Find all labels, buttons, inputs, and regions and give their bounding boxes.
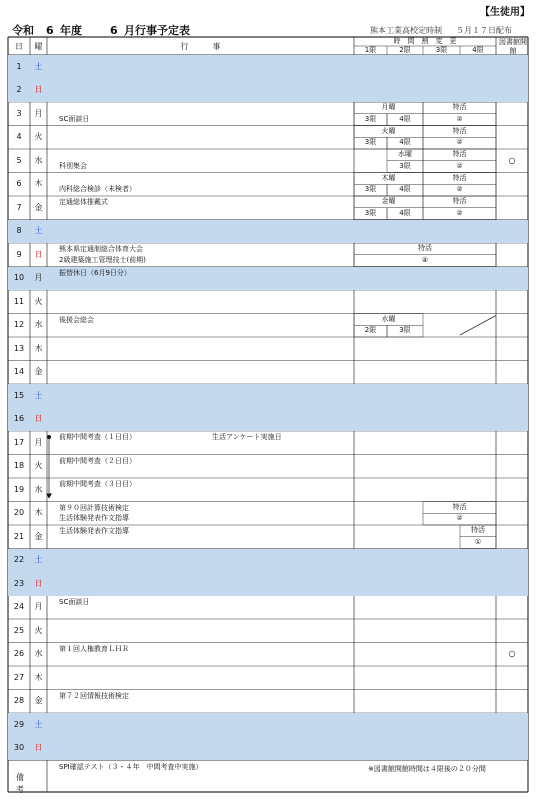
timetable-cell: ② [456, 114, 463, 123]
timetable-cell: ① [474, 537, 482, 546]
weekday-label: 日 [34, 249, 43, 259]
weekday-label: 水 [34, 484, 43, 494]
day-number: 15 [13, 390, 25, 400]
event-text: 後援会総会 [59, 315, 94, 324]
day-number: 11 [13, 296, 25, 306]
timetable-cell: ④ [421, 255, 429, 264]
timetable-cell: 特活 [452, 173, 467, 182]
day-number: 22 [13, 555, 25, 565]
weekday-label: 木 [34, 672, 43, 682]
event-text: 生活体験発表作文指導 [59, 527, 129, 535]
period-header: 3限 [435, 46, 448, 54]
timetable-cell: ② [456, 208, 463, 217]
event-text: 熊本県定通制総合体育大会 [59, 245, 143, 253]
timetable-change-header: 時 間 割 変 更 [393, 37, 457, 45]
weekend-row-shade [8, 79, 528, 103]
student-use-label: 【生徒用】 [480, 7, 530, 18]
event-text: 2級建築施工管理技士(前期) [59, 255, 146, 264]
timetable-cell: 月曜 [381, 103, 396, 111]
event-text: 生活アンケート実施日 [212, 433, 282, 441]
weekday-label: 月 [34, 273, 43, 283]
timetable-cell: 火曜 [381, 126, 396, 135]
weekday-label: 金 [34, 367, 43, 377]
year-number: 6 [46, 24, 54, 37]
weekday-label: 日 [34, 414, 43, 424]
weekend-row-shade [8, 220, 528, 244]
timetable-cell: 2限 [364, 326, 377, 335]
weekend-row-shade [8, 572, 528, 596]
weekday-label: 金 [34, 202, 43, 212]
library-header: 図書館開館 [499, 38, 527, 55]
timetable-cell: 4限 [399, 114, 411, 123]
weekday-label: 水 [34, 649, 43, 659]
day-number: 19 [13, 484, 25, 494]
day-number: 6 [16, 179, 22, 189]
grid-line [460, 316, 496, 336]
timetable-cell: ② [456, 514, 463, 523]
day-number: 20 [13, 508, 25, 518]
timetable-cell: 3限 [364, 138, 377, 147]
period-header: 4限 [472, 46, 484, 54]
weekday-label: 土 [34, 226, 43, 236]
remarks-label: 備考 [16, 773, 24, 794]
timetable-cell: 特活 [452, 502, 467, 511]
day-number: 24 [13, 602, 25, 612]
weekday-label: 土 [34, 61, 43, 71]
arrow-start-dot [47, 435, 51, 439]
day-number: 29 [13, 719, 25, 729]
day-number: 18 [13, 461, 25, 471]
weekday-label: 金 [34, 696, 43, 706]
remarks-text: SPI確認テスト（３・４年 中間考査中実施） [59, 763, 203, 771]
timetable-cell: 特活 [418, 244, 432, 252]
timetable-cell: ② [456, 138, 463, 147]
document-title: 月行事予定表 [124, 24, 190, 37]
event-text: 第１回人権教育ＬＨＲ [59, 644, 129, 653]
timetable-cell: 水曜 [398, 150, 412, 158]
event-text: 内科総合検診（未検者） [59, 185, 136, 194]
weekday-label: 木 [34, 508, 43, 518]
day-number: 1 [16, 61, 22, 71]
timetable-cell: 3限 [399, 326, 411, 335]
timetable-cell: 金曜 [381, 197, 396, 205]
year-suffix: 年度 [60, 24, 82, 37]
timetable-cell: 木曜 [381, 173, 396, 182]
day-number: 21 [13, 531, 25, 541]
timetable-cell: ② [456, 161, 463, 170]
day-number: 30 [13, 743, 25, 753]
day-number: 7 [16, 202, 22, 212]
day-number: 25 [13, 625, 25, 635]
weekday-label: 土 [34, 390, 43, 400]
event-text: 定通総体推戴式 [59, 198, 108, 206]
day-number: 5 [16, 155, 22, 165]
events-header: 行 事 [180, 42, 221, 51]
weekday-label: 火 [34, 296, 43, 306]
timetable-cell: 特活 [452, 150, 467, 158]
period-header: 1限 [364, 46, 377, 54]
library-open-mark: ○ [508, 155, 516, 165]
day-number: 10 [13, 273, 25, 283]
weekend-row-shade [8, 713, 528, 737]
timetable-cell: 3限 [364, 114, 377, 123]
era-label: 令和 [12, 24, 34, 37]
timetable-cell: 3限 [364, 185, 377, 194]
event-text: 第９０回計算技術検定 [59, 503, 129, 512]
day-number: 8 [16, 226, 22, 236]
day-number: 27 [13, 672, 25, 682]
timetable-cell: 4限 [399, 185, 411, 194]
timetable-cell: ② [456, 185, 463, 194]
event-text: 前期中間考査（３日目） [59, 480, 136, 488]
day-number: 23 [13, 578, 25, 588]
period-header: 2限 [399, 46, 411, 54]
weekday-label: 水 [34, 320, 43, 330]
timetable-cell: 特活 [452, 103, 467, 111]
weekday-label: 月 [34, 602, 43, 612]
timetable-cell: 4限 [399, 138, 411, 147]
weekday-label: 日 [34, 85, 43, 95]
event-text: 前期中間考査（２日目） [59, 456, 136, 465]
weekday-label: 日 [34, 743, 43, 753]
timetable-cell: 特活 [471, 526, 485, 534]
day-number: 14 [13, 367, 25, 377]
distribution-date: ５月１７日配布 [456, 26, 512, 35]
day-header: 日 [15, 42, 23, 51]
weekday-label: 金 [34, 531, 43, 541]
event-text: 科別集会 [59, 161, 87, 170]
day-number: 26 [13, 649, 25, 659]
day-number: 13 [13, 343, 25, 353]
weekend-row-shade [8, 384, 528, 408]
weekend-row-shade [8, 549, 528, 573]
day-number: 12 [13, 320, 25, 330]
event-text: SC面談日 [59, 114, 90, 123]
library-open-mark: ○ [508, 649, 516, 659]
timetable-cell: 3限 [364, 208, 377, 217]
weekday-label: 木 [34, 343, 43, 353]
timetable-cell: 3限 [399, 161, 411, 170]
day-number: 28 [13, 696, 25, 706]
day-number: 3 [16, 108, 22, 118]
event-text: 前期中間考査（１日目） [59, 433, 136, 441]
weekend-row-shade [8, 55, 528, 79]
weekday-label: 木 [34, 179, 43, 189]
weekday-label: 土 [34, 555, 43, 565]
day-number: 2 [16, 85, 22, 95]
weekday-label: 日 [34, 578, 43, 588]
day-number: 16 [13, 414, 25, 424]
month-number: 6 [110, 24, 118, 37]
weekday-label: 火 [34, 132, 43, 142]
timetable-cell: 特活 [452, 126, 467, 135]
weekend-row-shade [8, 737, 528, 761]
day-number: 4 [16, 132, 22, 142]
weekend-row-shade [8, 408, 528, 432]
weekday-label: 火 [34, 625, 43, 635]
event-text: 振替休日（6月9日分） [59, 268, 131, 277]
library-hours-note: ※図書館開館時間は４限後の２０分間 [368, 765, 486, 773]
weekday-label: 月 [34, 108, 43, 118]
day-number: 17 [13, 437, 25, 447]
event-text: SC面談日 [59, 597, 90, 606]
weekday-label: 土 [34, 719, 43, 729]
event-text: 生活体験発表作文指導 [59, 514, 129, 523]
timetable-cell: 水曜 [381, 314, 396, 323]
weekday-header: 曜 [34, 42, 43, 51]
day-number: 9 [16, 249, 22, 259]
weekday-label: 水 [34, 155, 43, 165]
weekday-label: 火 [34, 461, 43, 471]
timetable-cell: 4限 [399, 208, 411, 217]
weekday-label: 月 [34, 437, 43, 447]
publisher-name: 熊本工業高校定時制 [370, 26, 442, 35]
timetable-cell: 特活 [452, 197, 467, 205]
event-text: 第７２回情報技術検定 [59, 691, 129, 700]
